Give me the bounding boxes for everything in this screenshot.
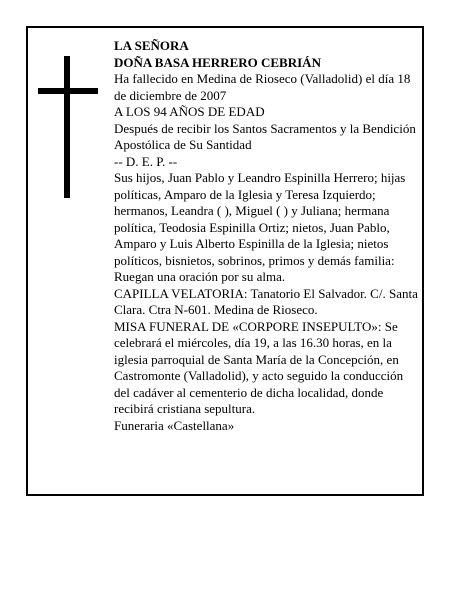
sacraments-line: Después de recibir los Santos Sacramentos y la Bendición Apostólica de Su Santidad bbox=[114, 120, 416, 152]
death-info: Ha fallecido en Medina de Rioseco (Valladolid) el día 18 de diciembre de 2007 bbox=[114, 71, 411, 103]
deceased-name: DOÑA BASA HERRERO CEBRIÁN bbox=[114, 54, 321, 70]
funeral-mass-info: MISA FUNERAL DE «CORPORE INSEPULTO»: Se celebrará el miércoles, día 19, a las 16.30 horas, en la iglesia parroquial de Santa María de la Concepción, en Castromonte (Valladolid), y acto seguido la conducción del cadáver al cementerio de dicha localidad, donde recibirá cristiana sepultura. bbox=[114, 318, 404, 416]
cross-horizontal-bar bbox=[38, 88, 98, 94]
chapel-info: CAPILLA VELATORIA: Tanatorio El Salvador. C/. Santa Clara. Ctra N-601. Medina de Rioseco. bbox=[114, 285, 418, 317]
age-line: A LOS 94 AÑOS DE EDAD bbox=[114, 104, 265, 119]
cross-icon bbox=[38, 56, 98, 198]
prayer-line: Ruegan una oración por su alma. bbox=[114, 269, 286, 284]
funeral-home: Funeraria «Castellana» bbox=[114, 417, 235, 433]
dep-line: -- D. E. P. -- bbox=[114, 153, 178, 169]
cross-vertical-bar bbox=[64, 56, 70, 198]
heading-title: LA SEÑORA bbox=[114, 38, 189, 53]
family-list: Sus hijos, Juan Pablo y Leandro Espinilla Herrero; hijas políticas, Amparo de la Iglesia y Teresa Izquierdo; hermanos, Leandra ( ), Miguel ( ) y Juliana; hermana política, Teodosia Espinilla Ortiz; nietos, Juan Pablo, Amparo y Luis Alberto Espinilla de la Iglesia; nietos políticos, bisnietos, sobrinos, primos y demás familia: bbox=[114, 170, 406, 268]
obituary-text bbox=[114, 38, 422, 434]
